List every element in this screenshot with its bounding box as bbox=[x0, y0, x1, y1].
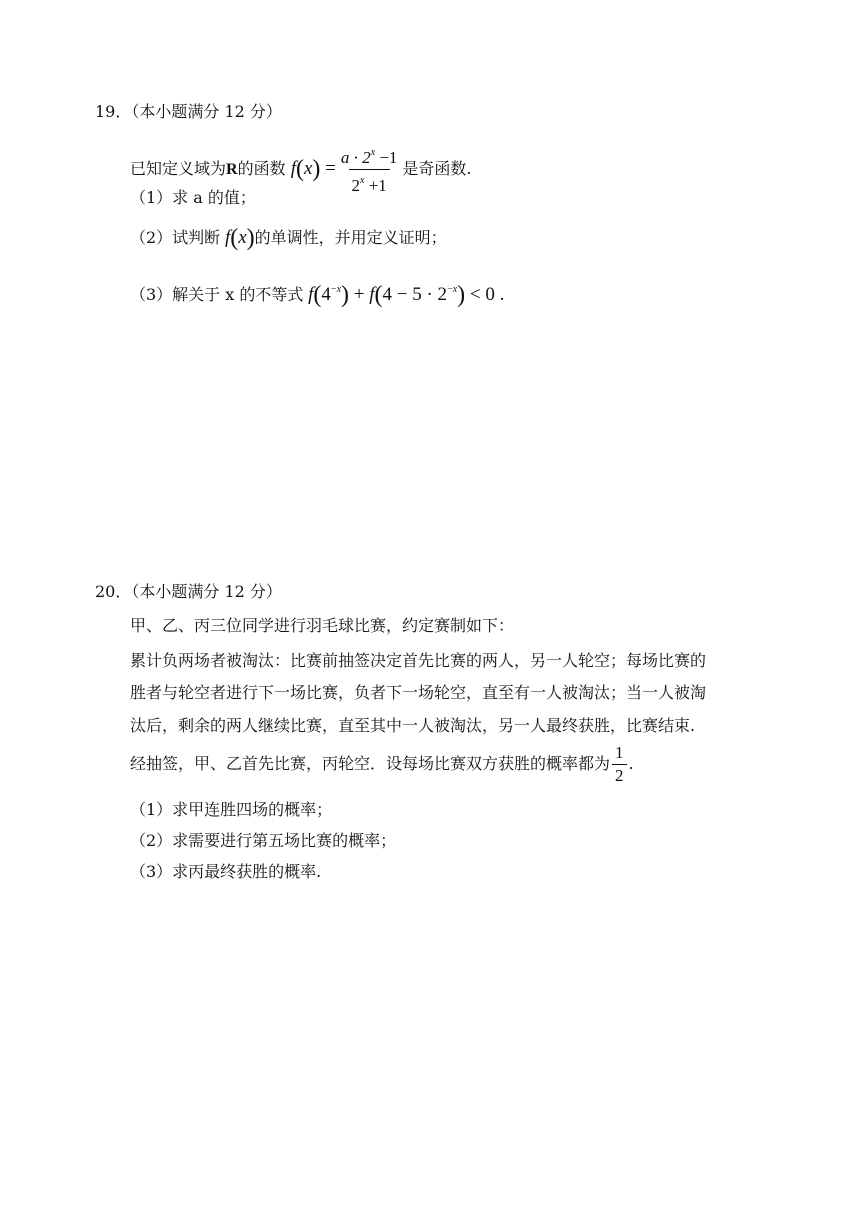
q19-num-tail: −1 bbox=[375, 148, 398, 167]
q19-part2-fx: f(x) bbox=[224, 225, 255, 251]
q20-half-num: 1 bbox=[615, 743, 624, 762]
q19-ineq-b: 4 − 5 · 2 bbox=[382, 284, 448, 305]
q19-num-text: a · 2 bbox=[340, 148, 371, 167]
q19-part2 bbox=[130, 226, 447, 250]
q20-part2: （2）求需要进行第五场比赛的概率； bbox=[130, 831, 397, 850]
q19-den-tail: +1 bbox=[364, 176, 387, 195]
q20-line4: 汰后，剩余的两人继续比赛，直至其中一人被淘汰，另一人最终获胜，比赛结束. bbox=[130, 716, 696, 735]
q19-intro-pre: 已知定义域为 bbox=[130, 159, 227, 178]
q19-den-text: 2 bbox=[351, 176, 360, 195]
q19-part2-post: 的单调性，并用定义证明； bbox=[254, 228, 447, 247]
q19-ineq-a: 4 bbox=[321, 284, 331, 305]
q19-domain-r: R bbox=[226, 161, 238, 178]
q20-line2: 累计负两场者被淘汰：比赛前抽签决定首先比赛的两人，另一人轮空；每场比赛的 bbox=[130, 651, 707, 670]
q20-line5 bbox=[130, 742, 634, 787]
q20-part1: （1）求甲连胜四场的概率； bbox=[130, 800, 333, 819]
q19-part1: （1）求 a 的值； bbox=[130, 188, 256, 207]
q19-intro-post: 是奇函数. bbox=[402, 159, 472, 178]
q19-fraction bbox=[338, 142, 401, 197]
q19-part3-inequality: $f(4^{-x}) + f(4 - 5 \cdot 2^{-x}) < 0$ . bbox=[308, 282, 505, 308]
q20-part3: （3）求丙最终获胜的概率. bbox=[130, 862, 322, 881]
q19-fx: f(x) = bbox=[290, 156, 336, 182]
q19-part3 bbox=[130, 278, 504, 307]
q19-part2-pre: （2）试判断 bbox=[130, 228, 221, 247]
q19-frac-denominator: $2^x +1$ bbox=[349, 169, 390, 197]
q20-line3: 胜者与轮空者进行下一场比赛，负者下一场轮空，直至有一人被淘汰；当一人被淘 bbox=[130, 683, 707, 702]
q19-ineq-tail: < 0 . bbox=[469, 284, 505, 305]
q19-intro-mid: 的函数 bbox=[237, 159, 286, 178]
q19-part3-pre: （3）解关于 x 的不等式 bbox=[130, 285, 304, 304]
q20-half-fraction bbox=[612, 742, 627, 787]
q20-line5-post: . bbox=[628, 754, 634, 773]
q19-header: 19．（本小题满分 12 分） bbox=[95, 102, 282, 121]
q20-line1: 甲、乙、丙三位同学进行羽毛球比赛，约定赛制如下： bbox=[130, 616, 515, 635]
q19-frac-numerator: $a \cdot 2^x -1$ bbox=[340, 147, 398, 167]
q20-half-den: 2 bbox=[612, 764, 627, 787]
q20-header: 20．（本小题满分 12 分） bbox=[95, 582, 282, 601]
q20-line5-pre: 经抽签，甲、乙首先比赛，丙轮空．设每场比赛双方获胜的概率都为 bbox=[130, 754, 611, 773]
